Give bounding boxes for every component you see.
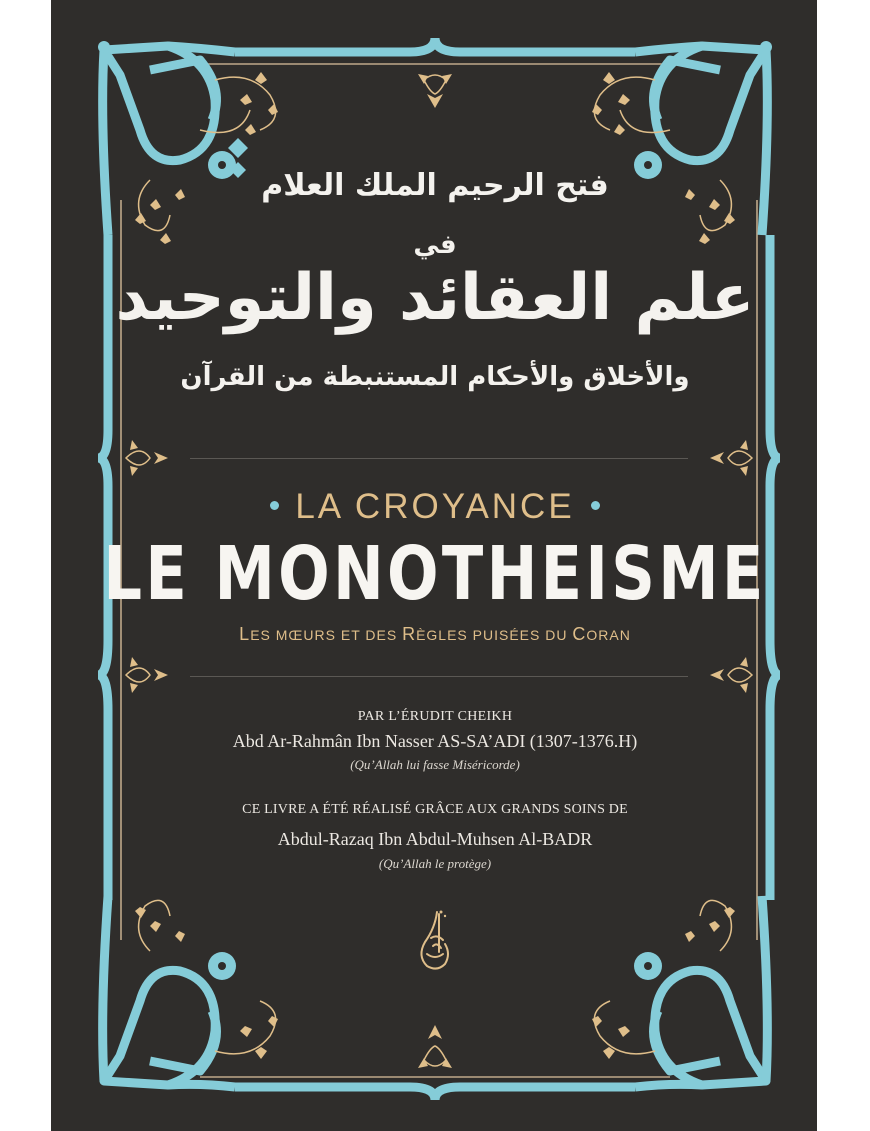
- supertitle-text: LA CROYANCE: [295, 487, 575, 526]
- editor-intro: CE LIVRE A ÉTÉ RÉALISÉ GRÂCE AUX GRANDS SOINS DE: [242, 802, 628, 817]
- subtitle-smallcaps: ORAN: [586, 627, 631, 643]
- subtitle-cap: C: [572, 624, 587, 644]
- arabic-title-line-1: فتح الرحيم الملك العلام: [261, 168, 609, 203]
- supertitle: [0, 485, 870, 529]
- subtitle-smallcaps: ÈGLES PUISÉES DU: [416, 627, 573, 643]
- author-intro: PAR L’ÉRUDIT CHEIKH: [357, 709, 513, 724]
- subtitle-cap: R: [402, 624, 417, 644]
- arabic-subtitle: والأخلاق والأحكام المستنبطة من القرآن: [180, 362, 690, 392]
- bullet-dot-left-icon: [270, 501, 279, 510]
- arabic-title-line-2: في: [413, 230, 457, 260]
- bullet-dot-right-icon: [591, 501, 600, 510]
- divider-top: [190, 458, 688, 459]
- main-title: LE MONOTHEISME: [103, 531, 767, 617]
- editor-blessing: (Qu’Allah le protège): [378, 856, 492, 871]
- author-name: Abd Ar-Rahmân Ibn Nasser AS-SA’ADI (1307-1376.H): [232, 731, 638, 751]
- divider-bottom: [190, 676, 688, 677]
- arabic-main-title: علم العقائد والتوحيد: [115, 261, 755, 335]
- subtitle-smallcaps: ES MŒURS ET DES: [250, 627, 403, 643]
- author-blessing: (Qu’Allah lui fasse Miséricorde): [350, 757, 520, 772]
- editor-name: Abdul-Razaq Ibn Abdul-Muhsen Al-BADR: [277, 829, 593, 849]
- french-subtitle: [0, 624, 870, 645]
- subtitle-cap: L: [239, 624, 251, 644]
- publisher-logo-icon: [415, 908, 455, 974]
